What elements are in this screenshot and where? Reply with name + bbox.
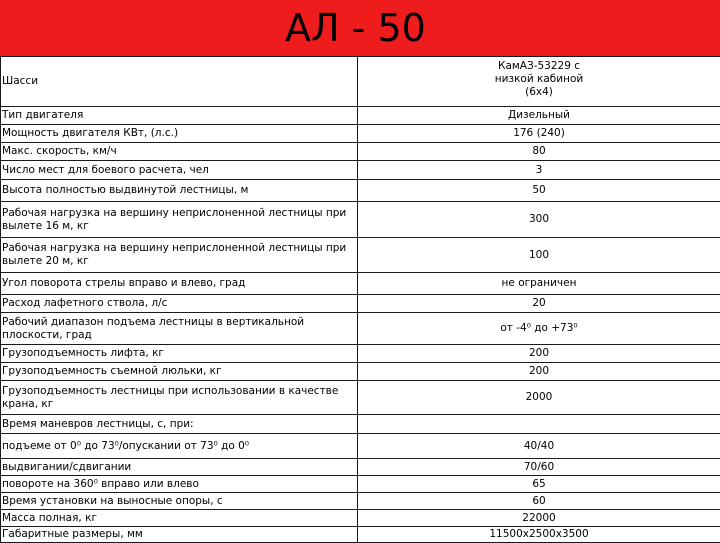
value-cell: не ограничен bbox=[358, 273, 720, 295]
table-row bbox=[1, 202, 720, 238]
table-row bbox=[1, 238, 720, 273]
param-cell: выдвигании/сдвигании bbox=[1, 459, 358, 476]
param-cell: Число мест для боевого расчета, чел bbox=[1, 161, 358, 180]
value-cell: 70/60 bbox=[358, 459, 720, 476]
value-cell: 100 bbox=[358, 238, 720, 273]
table-row bbox=[1, 415, 720, 434]
table-row bbox=[1, 510, 720, 527]
value-cell: КамАЗ-53229 с низкой кабиной (6х4) bbox=[358, 57, 720, 107]
value-cell: Дизельный bbox=[358, 107, 720, 125]
value-cell: 60 bbox=[358, 493, 720, 510]
value-cell: 300 bbox=[358, 202, 720, 238]
table-row bbox=[1, 143, 720, 161]
param-cell: Тип двигателя bbox=[1, 107, 358, 125]
table-row bbox=[1, 434, 720, 459]
table-row bbox=[1, 313, 720, 345]
value-cell: 176 (240) bbox=[358, 125, 720, 143]
param-cell: Габаритные размеры, мм bbox=[1, 527, 358, 543]
param-cell: Мощность двигателя КВт, (л.с.) bbox=[1, 125, 358, 143]
param-cell: повороте на 360⁰ вправо или влево bbox=[1, 476, 358, 493]
value-cell: 50 bbox=[358, 180, 720, 202]
value-cell: 40/40 bbox=[358, 434, 720, 459]
table-row bbox=[1, 459, 720, 476]
table-row bbox=[1, 527, 720, 543]
table-row bbox=[1, 493, 720, 510]
param-cell: Расход лафетного ствола, л/с bbox=[1, 295, 358, 313]
param-cell: Рабочий диапазон подъема лестницы в вертикальной плоскости, град bbox=[1, 313, 358, 345]
param-cell: Угол поворота стрелы вправо и влево, град bbox=[1, 273, 358, 295]
param-cell: Рабочая нагрузка на вершину неприслоненной лестницы при вылете 20 м, кг bbox=[1, 238, 358, 273]
value-cell: 22000 bbox=[358, 510, 720, 527]
specifications-table bbox=[0, 56, 720, 543]
table-row bbox=[1, 57, 720, 107]
value-cell: 2000 bbox=[358, 381, 720, 415]
param-cell: Время установки на выносные опоры, с bbox=[1, 493, 358, 510]
table-row bbox=[1, 125, 720, 143]
param-cell: Макс. скорость, км/ч bbox=[1, 143, 358, 161]
table-row bbox=[1, 476, 720, 493]
param-cell: подъеме от 0⁰ до 73⁰/опускании от 73⁰ до 0⁰ bbox=[1, 434, 358, 459]
param-cell: Масса полная, кг bbox=[1, 510, 358, 527]
table-row bbox=[1, 180, 720, 202]
param-cell: Грузоподъемность лифта, кг bbox=[1, 345, 358, 363]
value-cell: 3 bbox=[358, 161, 720, 180]
table-row bbox=[1, 345, 720, 363]
value-cell: 200 bbox=[358, 363, 720, 381]
table-row bbox=[1, 161, 720, 180]
value-cell bbox=[358, 415, 720, 434]
table-row bbox=[1, 107, 720, 125]
value-cell: 80 bbox=[358, 143, 720, 161]
param-cell: Рабочая нагрузка на вершину неприслоненной лестницы при вылете 16 м, кг bbox=[1, 202, 358, 238]
param-cell: Высота полностью выдвинутой лестницы, м bbox=[1, 180, 358, 202]
value-cell: 11500х2500х3500 bbox=[358, 527, 720, 543]
table-row bbox=[1, 381, 720, 415]
title-bar bbox=[0, 0, 720, 56]
value-cell: 65 bbox=[358, 476, 720, 493]
param-cell: Грузоподъемность лестницы при использовании в качестве крана, кг bbox=[1, 381, 358, 415]
param-cell: Шасси bbox=[1, 57, 358, 107]
table-row bbox=[1, 273, 720, 295]
value-cell: 20 bbox=[358, 295, 720, 313]
table-row bbox=[1, 295, 720, 313]
slide-title: АЛ - 50 bbox=[285, 6, 426, 50]
value-cell: от -4⁰ до +73⁰ bbox=[358, 313, 720, 345]
param-cell: Грузоподъемность съемной люльки, кг bbox=[1, 363, 358, 381]
value-cell: 200 bbox=[358, 345, 720, 363]
param-cell: Время маневров лестницы, с, при: bbox=[1, 415, 358, 434]
table-row bbox=[1, 363, 720, 381]
